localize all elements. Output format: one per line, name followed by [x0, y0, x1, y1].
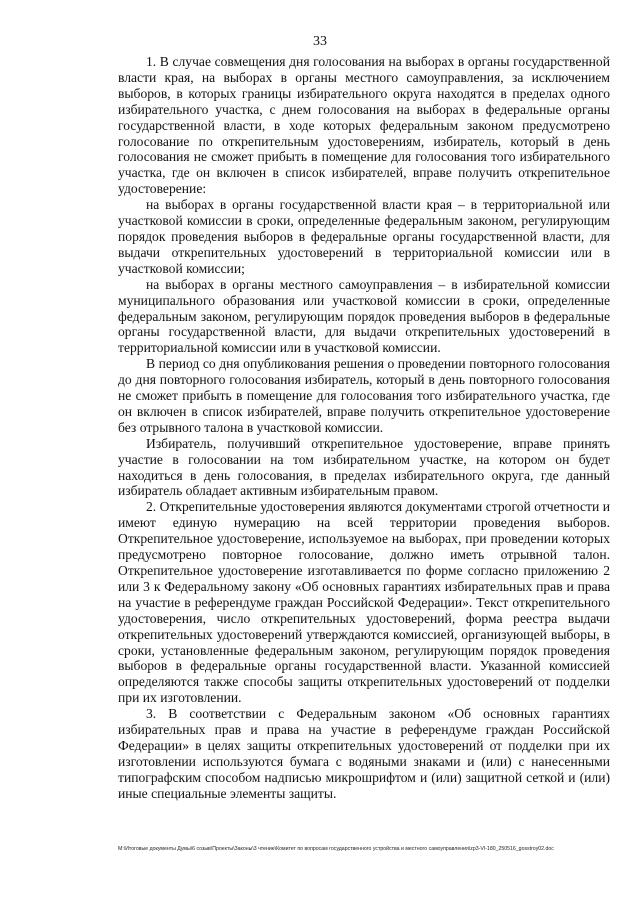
paragraph-4: В период со дня опубликования решения о проведении повторного голосования до дня повторного голосования избиратель, который в день повторного голосования не сможет прибыть в помещение для голосования того избирательного участка, где он включен в список избирателей, вправе получить открепительное удостоверение без отрывного талона в участковой комиссии.	[118, 356, 610, 435]
paragraph-6: 2. Открепительные удостоверения являются документами строгой отчетности и имеют единую нумерацию на всей территории проведения выборов. Открепительное удостоверение, используемое на выборах, при проведении которых предусмотрено повторное голосование, должно иметь отрывной талон. Открепительное удостоверение изготавливается по форме согласно приложению 2 или 3 к Федеральному закону «Об основных гарантиях избирательных прав и права на участие в референдуме граждан Российской Федерации». Текст открепительного удостоверения, число открепительных удостоверений, форма реестра выдачи открепительных удостоверений утверждаются комиссией, организующей выборы, в сроки, установленные федеральным законом, регулирующим порядок проведения выборов в федеральные органы государственной власти. Указанной комиссией определяются также способы защиты открепительных удостоверений от подделки при их изготовлении.	[118, 499, 610, 706]
paragraph-7: 3. В соответствии с Федеральным законом «Об основных гарантиях избирательных прав и права на участие в референдуме граждан Российской Федерации» в целях защиты открепительных удостоверений от подделки при их изготовлении используются бумага с водяными знаками и (или) с нанесенными типографским способом надписью микрошрифтом и (или) защитной сеткой и (или) иные специальные элементы защиты.	[118, 706, 610, 801]
page-number: 33	[313, 34, 327, 49]
document-body	[118, 54, 610, 802]
file-path-footer: M:\Итоговые документы Думы\6 созыв\Проекты\Законы\3 чтение\Комитет по вопросам государственного устройства и местного самоуправления\zp3-VI-180_250516_gosstroy02.doc	[118, 846, 554, 852]
paragraph-5: Избиратель, получивший открепительное удостоверение, вправе принять участие в голосовании на том избирательном участке, на котором он будет находиться в день голосования, в пределах избирательного округа, где данный избиратель обладает активным избирательным правом.	[118, 435, 610, 499]
paragraph-2: на выборах в органы государственной власти края – в территориальной или участковой комиссии в сроки, определенные федеральным законом, регулирующим порядок проведения выборов в федеральные органы государственной власти, для выдачи открепительных удостоверений в территориальной комиссии или в участковой комиссии;	[118, 197, 610, 276]
paragraph-1: 1. В случае совмещения дня голосования на выборах в органы государственной власти края, на выборах в органы местного самоуправления, за исключением выборов, в которых границы избирательного округа находятся в пределах одного избирательного участка, с днем голосования на выборах в федеральные органы государственной власти, в ходе которых федеральным законом предусмотрено голосование по открепительным удостоверениям, избиратель, который в день голосования не сможет прибыть в помещение для голосования того избирательного участка, где он включен в список избирателей, вправе получить открепительное удостоверение:	[118, 54, 610, 197]
paragraph-3: на выборах в органы местного самоуправления – в избирательной комиссии муниципального образования или участковой комиссии в сроки, определенные федеральным законом, регулирующим порядок проведения выборов в федеральные органы государственной власти, для выдачи открепительных удостоверений в территориальной комиссии или в участковой комиссии.	[118, 276, 610, 356]
